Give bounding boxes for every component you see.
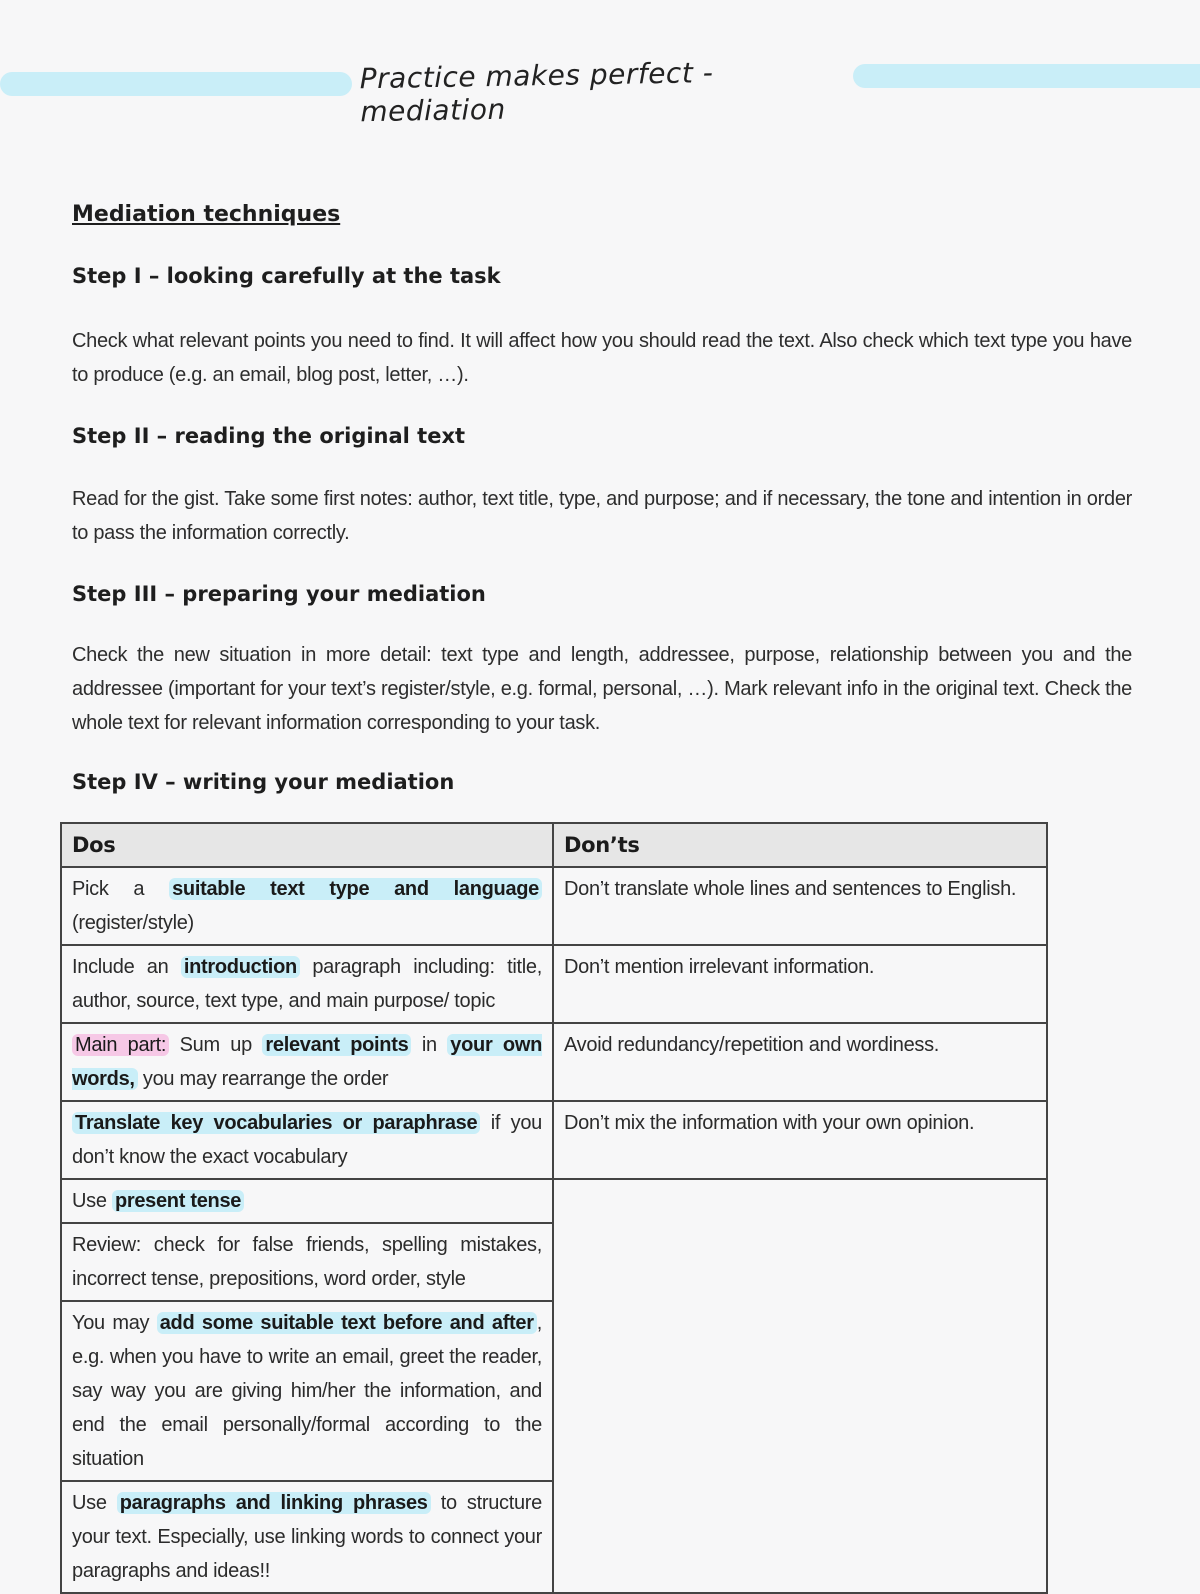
header-decor-bar-right bbox=[853, 64, 1200, 88]
table-header-row bbox=[61, 823, 1047, 867]
section-title: Mediation techniques bbox=[72, 202, 341, 227]
highlight: suitable text type and language bbox=[169, 878, 542, 900]
step-2-title: Step II – reading the original text bbox=[72, 424, 466, 448]
highlight: your own words, bbox=[72, 1034, 542, 1090]
header-decor-bar-left bbox=[0, 72, 352, 96]
dos-cell: Include an introduction paragraph including: title, author, source, text type, and main purpose/ topic bbox=[61, 945, 553, 1023]
highlight: introduction bbox=[181, 956, 300, 978]
dos-cell: Pick a suitable text type and language (register/style) bbox=[61, 867, 553, 945]
donts-header: Don’ts bbox=[553, 823, 1047, 867]
donts-cell: Avoid redundancy/repetition and wordiness. bbox=[553, 1023, 1047, 1101]
dos-cell: Translate key vocabularies or paraphrase if you don’t know the exact vocabulary bbox=[61, 1101, 553, 1179]
page-title: Practice makes perfect - mediation bbox=[359, 56, 714, 129]
table-row bbox=[61, 867, 1047, 945]
dos-donts-table bbox=[60, 822, 1048, 1582]
step-2-text: Read for the gist. Take some first notes: author, text title, type, and purpose; and if necessary, the tone and intention in order to pass the information correctly. bbox=[72, 488, 1132, 544]
donts-cell: Don’t translate whole lines and sentences to English. bbox=[553, 867, 1047, 945]
step-1-text: Check what relevant points you need to find. It will affect how you should read the text. Also check which text type you have to produce (e.g. an email, blog post, letter, …). bbox=[72, 330, 1132, 386]
highlight-pink: Main part: bbox=[72, 1034, 169, 1056]
highlight: add some suitable text before and after bbox=[157, 1312, 537, 1334]
dos-cell: Use paragraphs and linking phrases to structure your text. Especially, use linking words to connect your paragraphs and ideas!! bbox=[61, 1481, 553, 1593]
step-4-title: Step IV – writing your mediation bbox=[72, 770, 455, 794]
dos-cell: Main part: Sum up relevant points in your own words, you may rearrange the order bbox=[61, 1023, 553, 1101]
table-row bbox=[61, 1023, 1047, 1101]
step-3-text: Check the new situation in more detail: text type and length, addressee, purpose, relationship between you and the addressee (important for your text’s register/style, e.g. formal, personal, …). Mark relevant info in the original text. Check the whole text for relevant information corresponding to your task. bbox=[72, 644, 1132, 734]
dos-header: Dos bbox=[61, 823, 553, 867]
dos-cell: You may add some suitable text before and after , e.g. when you have to write an email, greet the reader, say way you are giving him/her the information, and end the email personally/formal according to the situation bbox=[61, 1301, 553, 1481]
donts-cell: Don’t mention irrelevant information. bbox=[553, 945, 1047, 1023]
dos-cell: Use present tense bbox=[61, 1179, 553, 1223]
donts-empty-cell bbox=[553, 1179, 1047, 1593]
highlight: Translate key vocabularies or paraphrase bbox=[72, 1112, 480, 1134]
table-row bbox=[61, 1101, 1047, 1179]
table-row bbox=[61, 1179, 1047, 1223]
table-row bbox=[61, 945, 1047, 1023]
highlight: relevant points bbox=[262, 1034, 411, 1056]
step-1-title: Step I – looking carefully at the task bbox=[72, 264, 501, 288]
highlight: paragraphs and linking phrases bbox=[117, 1492, 431, 1514]
dos-cell: Review: check for false friends, spelling mistakes, incorrect tense, prepositions, word order, style bbox=[61, 1223, 553, 1301]
highlight: present tense bbox=[112, 1190, 244, 1212]
donts-cell: Don’t mix the information with your own opinion. bbox=[553, 1101, 1047, 1179]
step-3-title: Step III – preparing your mediation bbox=[72, 582, 486, 606]
